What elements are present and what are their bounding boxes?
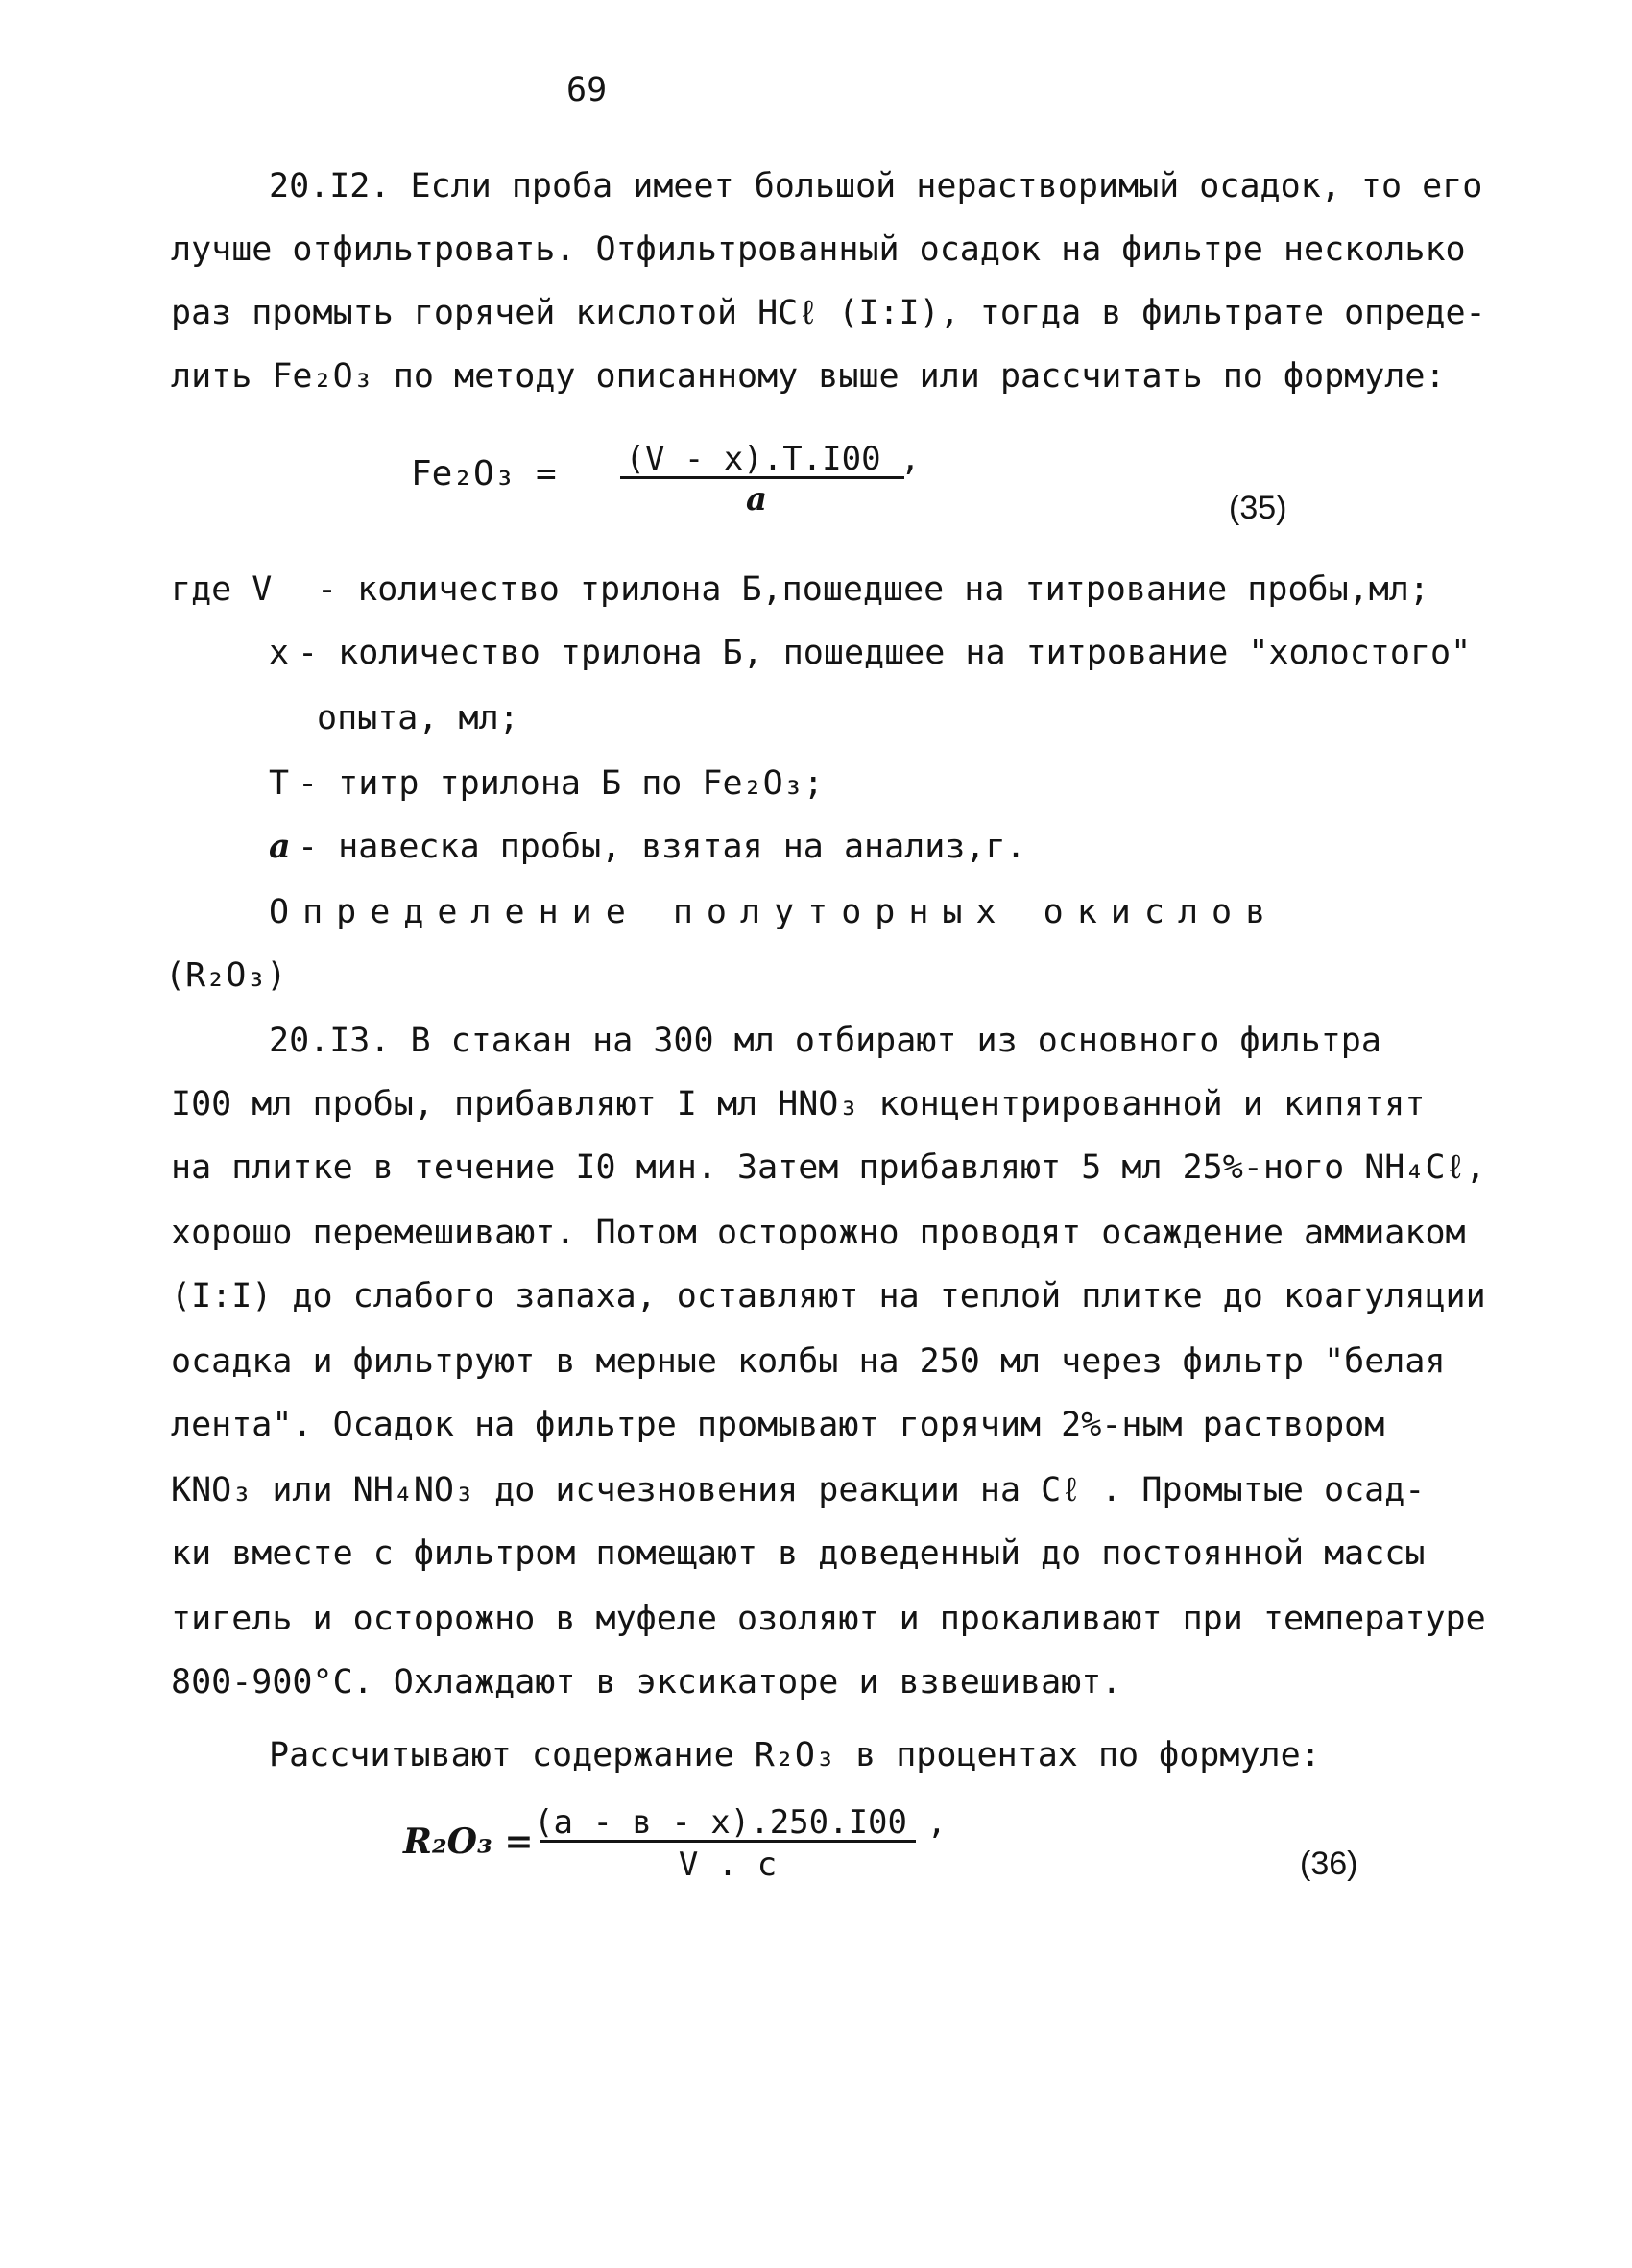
section-heading: Определение полуторных окислов [269, 893, 1280, 931]
paragraph-line: хорошо перемешивают. Потом осторожно проводят осаждение аммиаком [171, 1214, 1466, 1252]
equation-number-36: (36) [1300, 1846, 1358, 1882]
formula-36-denominator: V . c [678, 1846, 778, 1884]
formula-36-fraction-bar [540, 1840, 916, 1843]
equation-number-35: (35) [1229, 490, 1287, 526]
paragraph-line: 20.I2. Если проба имеет большой нерастворимый осадок, то его [269, 167, 1483, 205]
formula-35-fraction-bar [620, 476, 904, 479]
paragraph-line: лента". Осадок на фильтре промывают горячим 2%-ным раствором [171, 1406, 1385, 1444]
legend-text: опыта, мл; [317, 699, 519, 737]
paragraph-line: лить Fe₂O₃ по методу описанному выше или рассчитать по формуле: [171, 357, 1446, 396]
legend-text: - количество трилона Б,пошедшее на титрование пробы,мл; [317, 570, 1429, 609]
paragraph-line: лучше отфильтровать. Отфильтрованный осадок на фильтре несколько [171, 230, 1466, 269]
legend-symbol: a [269, 827, 291, 866]
paragraph-line: раз промыть горячей кислотой HCℓ (I:I), тогда в фильтрате опреде- [171, 294, 1486, 332]
paragraph-line: 20.I3. В стакан на 300 мл отбирают из основного фильтра [269, 1022, 1381, 1060]
paragraph-line: тигель и осторожно в муфеле озоляют и прокаливают при температуре [171, 1600, 1486, 1638]
formula-36-lhs: R₂O₃ = [403, 1822, 534, 1862]
legend-symbol: x [269, 634, 290, 672]
legend-text: - навеска пробы, взятая на анализ,г. [298, 828, 1026, 866]
legend-symbol: T [269, 764, 290, 803]
paragraph-line: ки вместе с фильтром помещают в доведенный до постоянной массы [171, 1534, 1426, 1573]
paragraph-line: осадка и фильтруют в мерные колбы на 250 мл через фильтр "белая [171, 1342, 1446, 1381]
legend-text: - количество трилона Б, пошедшее на титрование "холостого" [298, 634, 1472, 672]
legend-symbol: где V [171, 570, 273, 609]
paragraph-line: I00 мл пробы, прибавляют I мл HNO₃ концентрированной и кипятят [171, 1085, 1426, 1123]
section-heading-formula: (R₂O₃) [165, 956, 287, 995]
formula-35-denominator: a [745, 480, 768, 519]
paragraph-line: Рассчитывают содержание R₂O₃ в процентах по формуле: [269, 1736, 1321, 1774]
formula-35-numerator: (V - x).T.I00 , [625, 440, 921, 478]
formula-36-numerator: (a - в - x).250.I00 , [534, 1803, 947, 1842]
paragraph-line: 800-900°C. Охлаждают в эксикаторе и взвешивают. [171, 1663, 1122, 1701]
paragraph-line: (I:I) до слабого запаха, оставляют на теплой плитке до коагуляции [171, 1277, 1486, 1315]
legend-text: - титр трилона Б по Fe₂O₃; [298, 764, 824, 803]
paragraph-line: KNO₃ или NH₄NO₃ до исчезновения реакции на Cℓ . Промытые осад- [171, 1471, 1426, 1509]
paragraph-line: на плитке в течение I0 мин. Затем прибавляют 5 мл 25%-ного NH₄Cℓ, [171, 1148, 1486, 1187]
page-number: 69 [566, 71, 608, 109]
formula-35-lhs: Fe₂O₃ = [411, 454, 557, 494]
